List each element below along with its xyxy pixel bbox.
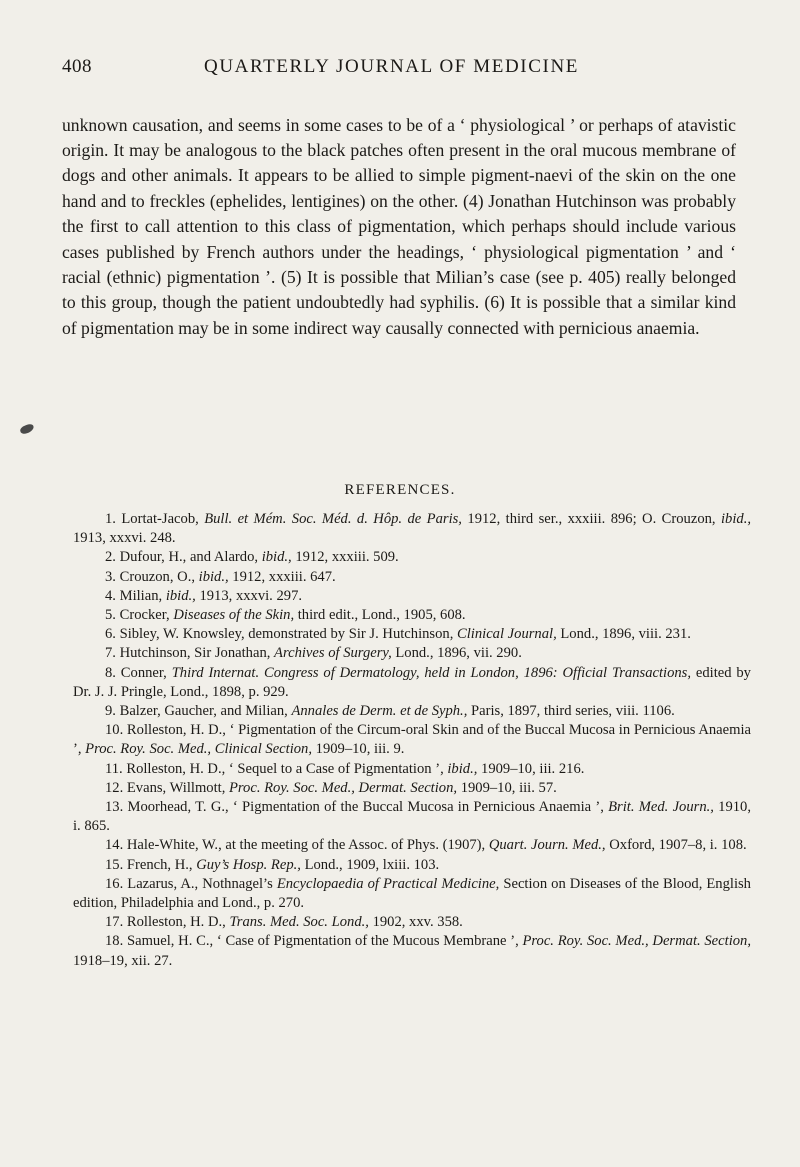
reference-item: 18. Samuel, H. C., ‘ Case of Pigmentation of the Mucous Membrane ’, Proc. Roy. Soc. Med., Dermat. Section, 1918–19, xii. 27.	[73, 933, 751, 969]
reference-item: 10. Rolleston, H. D., ‘ Pigmentation of the Circum-oral Skin and of the Buccal Mucosa in Pernicious Anaemia ’, Proc. Roy. Soc. Med., Clinical Section, 1909–10, iii. 9.	[73, 722, 751, 758]
reference-item: 1. Lortat-Jacob, Bull. et Mém. Soc. Méd. d. Hôp. de Paris, 1912, third ser., xxxiii. 896; O. Crouzon, ibid., 1913, xxxvi. 248.	[73, 511, 751, 547]
reference-item: 9. Balzer, Gaucher, and Milian, Annales de Derm. et de Syph., Paris, 1897, third series, viii. 1106.	[105, 703, 675, 720]
reference-item: 3. Crouzon, O., ibid., 1912, xxxiii. 647.	[105, 568, 336, 585]
references-list	[73, 510, 751, 971]
reference-item: 13. Moorhead, T. G., ‘ Pigmentation of the Buccal Mucosa in Pernicious Anaemia ’, Brit. Med. Journ., 1910, i. 865.	[73, 799, 752, 835]
running-head	[62, 56, 740, 82]
reference-item: 14. Hale-White, W., at the meeting of the Assoc. of Phys. (1907), Quart. Journ. Med., Oxford, 1907–8, i. 108.	[105, 837, 747, 854]
reference-item: 5. Crocker, Diseases of the Skin, third edit., Lond., 1905, 608.	[105, 607, 466, 624]
reference-item: 17. Rolleston, H. D., Trans. Med. Soc. Lond., 1902, xxv. 358.	[105, 914, 463, 931]
reference-item: 2. Dufour, H., and Alardo, ibid., 1912, xxxiii. 509.	[105, 549, 399, 566]
reference-item: 8. Conner, Third Internat. Congress of Dermatology, held in London, 1896: Official Transactions, edited by Dr. J. J. Pringle, Lond., 1898, p. 929.	[73, 664, 751, 700]
reference-item: 15. French, H., Guy’s Hosp. Rep., Lond., 1909, lxiii. 103.	[105, 856, 440, 873]
reference-item: 12. Evans, Willmott, Proc. Roy. Soc. Med., Dermat. Section, 1909–10, iii. 57.	[105, 779, 557, 796]
references-heading: REFERENCES.	[344, 482, 456, 498]
reference-item: 4. Milian, ibid., 1913, xxxvi. 297.	[105, 587, 303, 604]
page-number: 408	[62, 56, 92, 77]
body-paragraph: unknown causation, and seems in some cases to be of a ‘ physiological ’ or perhaps of atavistic origin. It may be analogous to the black patches often present in the oral mucous membrane of dogs and other animals. It appears to be allied to simple pigment-naevi of the skin on the one hand and to freckles (ephelides, lentigines) on the other. (4) Jonathan Hutchinson was probably the first to call attention to this class of pigmentation, which perhaps should include various cases published by French authors under the headings, ‘ physiological pigmentation ’ and ‘ racial (ethnic) pigmentation ’. (5) It is possible that Milian’s case (see p. 405) really belonged to this group, though the patient undoubtedly had syphilis. (6) It is possible that a similar kind of pigmentation may be in some indirect way causally connected with pernicious anaemia.	[62, 114, 736, 338]
reference-item: 16. Lazarus, A., Nothnagel’s Encyclopaedia of Practical Medicine, Section on Diseases of the Blood, English edition, Philadelphia and Lond., p. 270.	[73, 875, 751, 912]
journal-title: QUARTERLY JOURNAL OF MEDICINE	[204, 56, 579, 77]
reference-item: 7. Hutchinson, Sir Jonathan, Archives of Surgery, Lond., 1896, vii. 290.	[105, 645, 522, 662]
ink-speck	[19, 423, 35, 435]
reference-item: 11. Rolleston, H. D., ‘ Sequel to a Case of Pigmentation ’, ibid., 1909–10, iii. 216.	[105, 760, 585, 777]
reference-item: 6. Sibley, W. Knowsley, demonstrated by Sir J. Hutchinson, Clinical Journal, Lond., 1896, viii. 231.	[105, 626, 691, 643]
